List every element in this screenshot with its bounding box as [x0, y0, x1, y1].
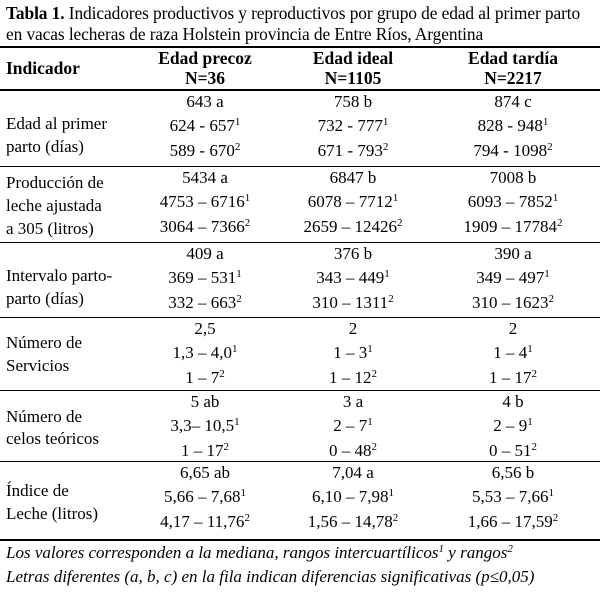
cell-iqr: $624 - 657^1$: [169, 116, 241, 135]
row-label-edad-primer-parto: Edad al primer: [6, 114, 108, 133]
superscript-marker: 1: [542, 116, 549, 128]
cell-iqr: $1,3 - 4,0^1$: [172, 343, 238, 362]
header-group-precoz: [130, 48, 280, 88]
superscript-marker: 2: [531, 441, 537, 453]
cell-range: 4,17 – 11,76$^2$: [160, 512, 250, 531]
cell-median: 7008 b: [489, 168, 537, 187]
superscript-marker: 1: [527, 416, 533, 428]
header-group-n: N=2217: [484, 68, 542, 88]
cell-median: 643 a: [186, 92, 224, 111]
superscript-marker: 2: [392, 512, 399, 524]
cell-iqr: 6093 – 7852$^1$: [467, 192, 559, 211]
cell-iqr: $369 - 531^1$: [168, 268, 242, 287]
cell-iqr: $1 - 4^1$: [493, 343, 533, 362]
superscript-marker: 2: [244, 512, 250, 524]
bottom-rule: [0, 539, 600, 541]
superscript-marker: 1: [548, 487, 554, 499]
cell-iqr: 6078 – 7712$^1$: [307, 192, 399, 211]
cell-median: 5 ab: [190, 392, 220, 411]
header-group-n: N=36: [184, 68, 226, 88]
cell-iqr: $732 - 777^1$: [317, 116, 389, 135]
superscript-marker: 1: [552, 192, 559, 204]
cell-iqr: 5,53 – 7,66$^1$: [472, 487, 554, 506]
header-group-name: Edad precoz: [158, 48, 252, 68]
row-label-intervalo-parto: parto (días): [6, 289, 84, 308]
superscript-marker: 1: [544, 268, 550, 280]
cell-median: 7,04 a: [332, 463, 374, 482]
cell-range: 1,56 – 14,78$^2$: [307, 512, 399, 531]
superscript-marker: 2: [236, 293, 242, 305]
cell-iqr: 4753 – 6716$^1$: [159, 192, 251, 211]
cell-iqr: $1 - 3^1$: [333, 343, 373, 362]
row-label-numero-servicios: Número de: [6, 333, 83, 352]
footnote-text: Los valores corresponden a la mediana, rangos intercuartílicos: [6, 543, 439, 562]
cell-range: 310 – 1311$^2$: [312, 293, 394, 312]
row-label-indice-leche: Índice de: [6, 481, 69, 500]
superscript-marker: 1: [382, 116, 389, 128]
row-label-edad-primer-parto: parto (días): [6, 137, 84, 156]
cell-range: 3064 – 7366$^2$: [159, 217, 251, 236]
cell-median: 2: [508, 319, 518, 338]
cell-median: 2,5: [194, 319, 216, 338]
table-caption: [6, 3, 596, 45]
row-label-numero-celos: celos teóricos: [6, 429, 99, 448]
superscript-marker: 1: [244, 192, 251, 204]
caption-label: Tabla 1.: [6, 3, 65, 23]
row-label-indice-leche: Leche (litros): [6, 504, 99, 523]
footnote-marker-range: 2: [507, 543, 513, 555]
footnote-ranges: [6, 542, 513, 566]
cell-median: 390 a: [494, 244, 532, 263]
footnote-significance: Letras diferentes (a, b, c) en la fila indican diferencias significativas (p≤0,05): [6, 567, 535, 586]
cell-range: 794 - 1098$^2$: [473, 141, 553, 160]
superscript-marker: 1: [367, 343, 373, 355]
cell-iqr: 5,66 – 7,68$^1$: [164, 487, 246, 506]
cell-range: $1 - 17^2$: [489, 368, 537, 387]
cell-iqr: $2 - 9^1$: [493, 416, 533, 435]
superscript-marker: 1: [527, 343, 533, 355]
footnote-marker-iqr: 1: [438, 543, 445, 555]
header-group-tardia: [438, 48, 588, 88]
cell-iqr: 3,3– 10,5$^1$: [170, 416, 240, 435]
cell-range: $589 - 670^2$: [169, 141, 241, 160]
cell-median: 874 c: [494, 92, 532, 111]
cell-median: 5434 a: [182, 168, 228, 187]
superscript-marker: 2: [557, 217, 563, 229]
superscript-marker: 2: [552, 512, 559, 524]
cell-median: 3 a: [342, 392, 364, 411]
superscript-marker: 2: [548, 293, 554, 305]
cell-iqr: $2 - 7^1$: [333, 416, 373, 435]
superscript-marker: 1: [367, 416, 373, 428]
superscript-marker: 1: [388, 487, 394, 499]
superscript-marker: 1: [236, 268, 242, 280]
superscript-marker: 2: [531, 368, 537, 380]
header-group-n: N=1105: [324, 68, 382, 88]
superscript-marker: 2: [371, 368, 377, 380]
cell-median: 6,56 b: [491, 463, 535, 482]
row-label-numero-servicios: Servicios: [6, 356, 70, 375]
cell-median: 2: [348, 319, 358, 338]
header-group-name: Edad ideal: [312, 48, 394, 68]
cell-range: 2659 – 12426$^2$: [303, 217, 403, 236]
caption-text: Indicadores productivos y reproductivos por grupo de edad al primer parto en vacas lecheras de raza Holstein provincia de Entre Ríos, Argentina: [6, 3, 581, 44]
cell-median: 6847 b: [329, 168, 377, 187]
superscript-marker: 2: [219, 368, 225, 380]
header-group-ideal: [278, 48, 428, 88]
superscript-marker: 1: [392, 192, 399, 204]
superscript-marker: 1: [232, 343, 238, 355]
superscript-marker: 2: [397, 217, 403, 229]
cell-range: $0 - 51^2$: [489, 441, 537, 460]
header-indicator: Indicador: [6, 58, 80, 78]
cell-range: 1,66 – 17,59$^2$: [467, 512, 559, 531]
superscript-marker: 1: [234, 116, 241, 128]
header-group-name: Edad tardía: [468, 48, 558, 68]
cell-range: $332 - 663^2$: [168, 293, 242, 312]
superscript-marker: 2: [244, 217, 251, 229]
row-label-numero-celos: Número de: [6, 407, 83, 426]
cell-median: 376 b: [333, 244, 373, 263]
cell-iqr: $349 - 497^1$: [476, 268, 550, 287]
cell-median: 409 a: [186, 244, 224, 263]
cell-median: 758 b: [333, 92, 373, 111]
superscript-marker: 2: [223, 441, 229, 453]
cell-range: $0 - 48^2$: [329, 441, 377, 460]
cell-iqr: $343 - 449^1$: [316, 268, 390, 287]
cell-range: $1 - 17^2$: [181, 441, 229, 460]
superscript-marker: 1: [384, 268, 390, 280]
row-label-intervalo-parto: Intervalo parto-: [6, 266, 113, 285]
cell-median: 6,65 ab: [179, 463, 231, 482]
superscript-marker: 2: [382, 141, 389, 153]
cell-range: 1909 – 17784$^2$: [463, 217, 563, 236]
superscript-marker: 2: [371, 441, 377, 453]
cell-range: $1 - 7^2$: [185, 368, 225, 387]
superscript-marker: 2: [388, 293, 394, 305]
cell-iqr: 6,10 – 7,98$^1$: [312, 487, 394, 506]
row-label-produccion-leche: a 305 (litros): [6, 219, 94, 238]
superscript-marker: 1: [240, 487, 246, 499]
cell-iqr: $828 - 948^1$: [477, 116, 549, 135]
footnote-text-mid: y rangos: [444, 543, 508, 562]
cell-median: 4 b: [502, 392, 524, 411]
cell-range: $1 - 12^2$: [329, 368, 377, 387]
row-label-produccion-leche: leche ajustada: [6, 196, 102, 215]
row-label-produccion-leche: Producción de: [6, 173, 104, 192]
cell-range: $671 - 793^2$: [317, 141, 389, 160]
cell-range: 310 – 1623$^2$: [472, 293, 554, 312]
superscript-marker: 2: [547, 141, 553, 153]
superscript-marker: 2: [234, 141, 241, 153]
superscript-marker: 1: [234, 416, 240, 428]
